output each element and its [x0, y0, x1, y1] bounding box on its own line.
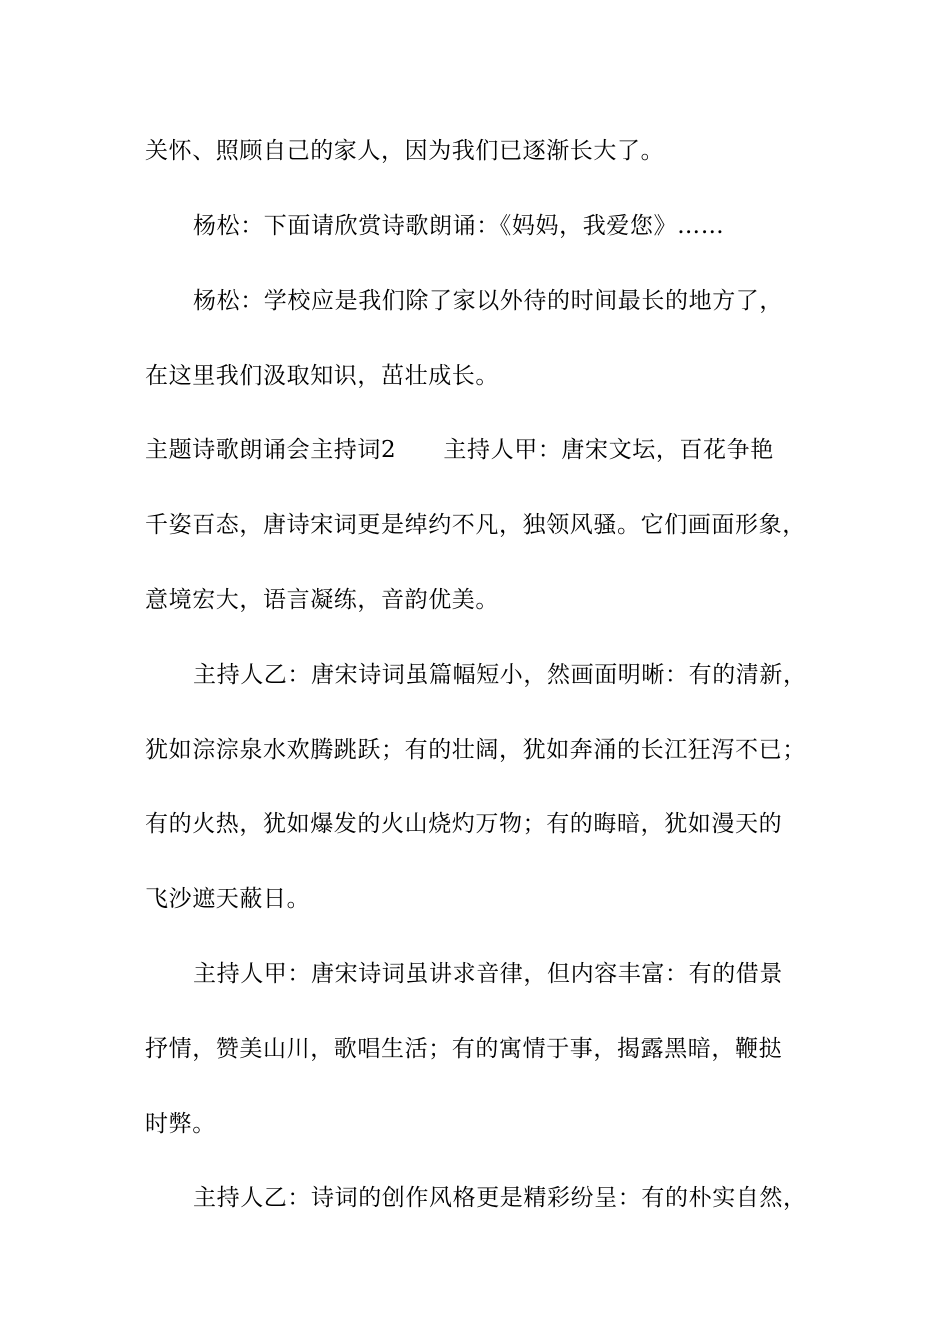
text-line-9: 犹如淙淙泉水欢腾跳跃；有的壮阔，犹如奔涌的长江狂泻不已； [145, 737, 806, 763]
text-line-12: 主持人甲：唐宋诗词虽讲求音律，但内容丰富：有的借景 [193, 961, 783, 987]
text-line-3: 杨松：学校应是我们除了家以外待的时间最长的地方了， [193, 288, 783, 314]
text-line-14: 时弊。 [145, 1111, 216, 1137]
text-line-10: 有的火热，犹如爆发的火山烧灼万物；有的晦暗，犹如漫天的 [145, 811, 783, 837]
text-line-13: 抒情，赞美山川，歌唱生活；有的寓情于事，揭露黑暗，鞭挞 [145, 1036, 783, 1062]
text-line-7: 意境宏大，语言凝练，音韵优美。 [145, 587, 499, 613]
text-line-1: 关怀、照顾自己的家人，因为我们已逐渐长大了。 [145, 138, 665, 164]
text-line-15: 主持人乙：诗词的创作风格更是精彩纷呈：有的朴实自然， [193, 1185, 807, 1211]
text-line-8: 主持人乙：唐宋诗词虽篇幅短小，然画面明晰：有的清新， [193, 662, 807, 688]
text-line-6: 千姿百态，唐诗宋词更是绰约不凡，独领风骚。它们画面形象， [145, 512, 806, 538]
text-line-11: 飞沙遮天蔽日。 [145, 886, 311, 912]
text-line-2: 杨松：下面请欣赏诗歌朗诵：《妈妈，我爱您》…… [193, 213, 725, 239]
text-line-5: 主题诗歌朗诵会主持词2 主持人甲：唐宋文坛，百花争艳 [145, 437, 774, 463]
text-line-4: 在这里我们汲取知识，茁壮成长。 [145, 363, 499, 389]
